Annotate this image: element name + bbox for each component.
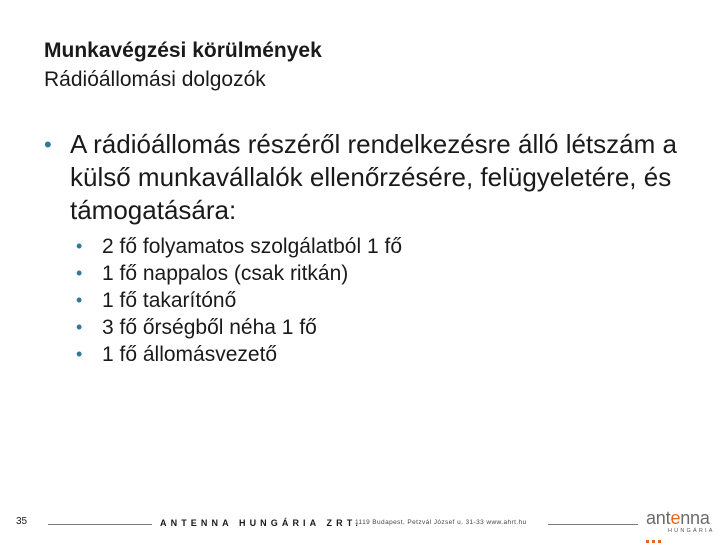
logo-wordmark [646, 508, 710, 529]
footer-divider-right [548, 524, 638, 525]
footer-address: 1119 Budapest, Petzvál József u. 31-33 www.ahrt.hu [355, 519, 527, 526]
logo-text-accent: e [670, 508, 681, 528]
bullet-dot-icon: • [76, 317, 83, 337]
list-item-text: 3 fő őrségből néha 1 fő [102, 316, 317, 339]
bullet-dot-icon: • [76, 236, 83, 256]
logo-dots-icon [646, 530, 664, 548]
list-item [76, 233, 716, 260]
main-bullet-text: A rádióállomás részéről rendelkezésre álló létszám a külső munkavállalók ellenőrzésére, felügyeletére, és támogatására: [70, 129, 677, 225]
bullet-dot-icon: • [76, 263, 83, 283]
list-item-text: 1 fő állomásvezető [102, 343, 278, 366]
list-item [76, 260, 716, 287]
slide-content [44, 128, 684, 368]
slide-subtitle: Rádióállomási dolgozók [44, 68, 266, 91]
list-item-text: 1 fő nappalos (csak ritkán) [102, 262, 349, 285]
footer-company-name: ANTENNA HUNGÁRIA ZRT. [160, 518, 362, 528]
slide-title-block [44, 36, 322, 94]
bullet-dot-icon: • [44, 132, 52, 157]
sub-bullet-list [76, 233, 716, 368]
logo-subtext: HUNGÁRIA [668, 528, 715, 534]
bullet-dot-icon: • [76, 290, 83, 310]
page-number: 35 [16, 516, 28, 527]
footer-divider-left [48, 524, 152, 525]
list-item [76, 287, 716, 314]
slide-footer [0, 508, 720, 540]
slide-title: Munkavégzési körülmények [44, 39, 322, 62]
bullet-dot-icon: • [76, 344, 83, 364]
logo-text-suffix: nna [680, 508, 710, 528]
company-logo [646, 508, 716, 540]
list-item-text: 1 fő takarítónő [102, 289, 237, 312]
list-item-text: 2 fő folyamatos szolgálatból 1 fő [102, 235, 403, 258]
main-bullet [44, 128, 684, 227]
list-item [76, 314, 716, 341]
list-item [76, 341, 716, 368]
logo-text-prefix: ant [646, 508, 671, 528]
